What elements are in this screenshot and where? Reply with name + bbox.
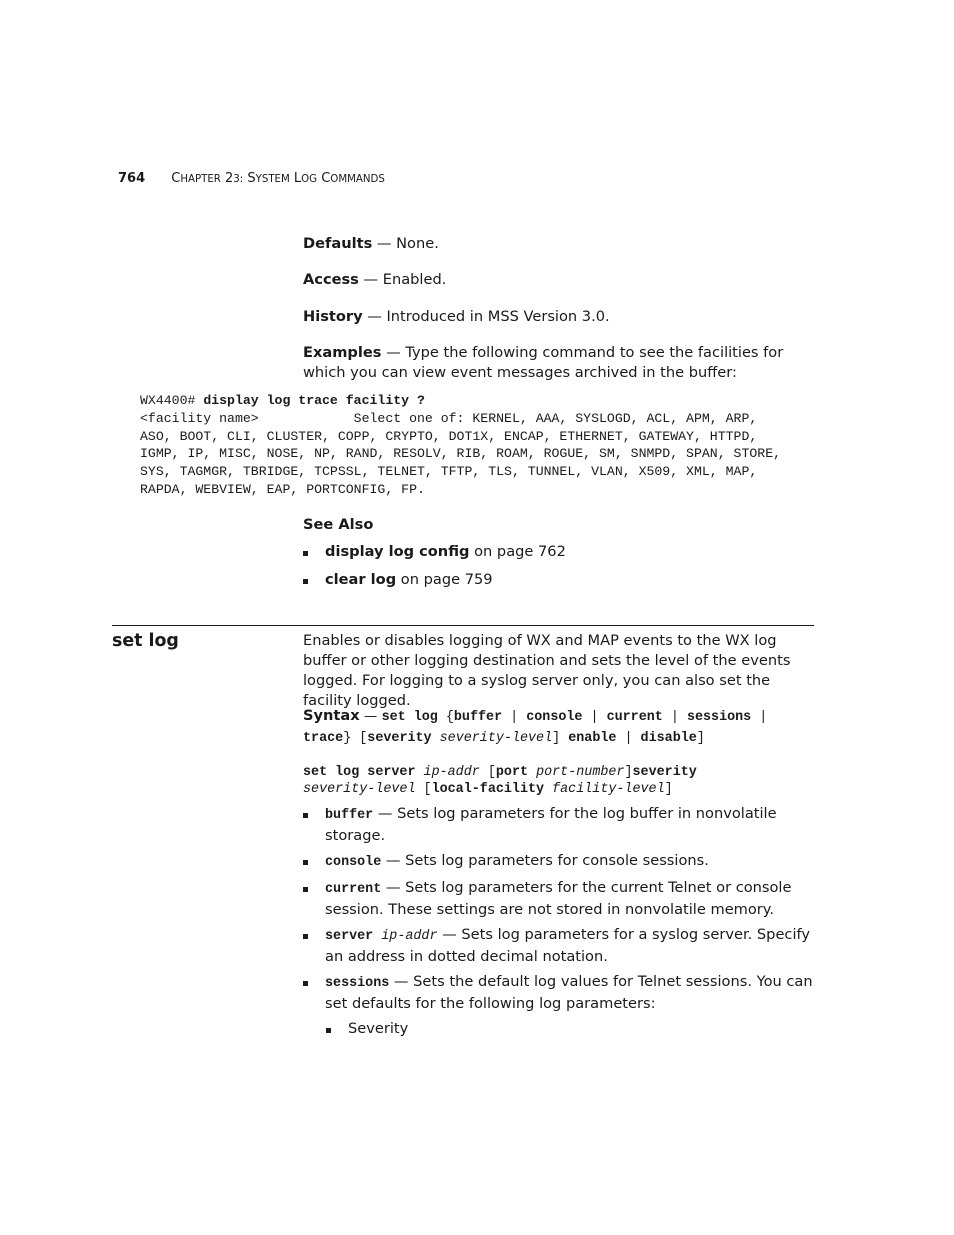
syntax-bracket: ] [696,731,705,746]
syntax-separator: | [751,710,768,725]
syntax-bracket: ] [664,782,673,797]
param-text: — Sets log parameters for the current Telnet or console session. These settings are not stored in nonvolatile memory. [325,879,792,918]
running-header [118,171,385,186]
syntax-keyword: local-facility [431,782,545,797]
bullet-icon [303,813,311,821]
syntax-keyword: port [495,765,529,780]
syntax-argument: facility-level [544,782,665,797]
history-label: History [303,308,363,325]
syntax-keyword: enable [568,731,617,746]
syntax-option: trace [303,731,344,746]
syntax-bracket: [ [479,765,496,780]
syntax-keyword: severity [367,731,432,746]
history-line [303,307,818,327]
sub-item: Severity [348,1020,409,1037]
access-label: Access [303,271,359,288]
history-text: — Introduced in MSS Version 3.0. [362,308,610,325]
see-also-item [325,570,817,590]
param-item [325,972,817,1014]
syntax-option: console [526,710,583,725]
examples-label: Examples [303,344,382,361]
syntax-option: buffer [453,710,503,725]
syntax-keyword: disable [640,731,697,746]
access-line [303,270,818,290]
see-also-link[interactable]: clear log [325,571,397,588]
syntax-separator: | [502,710,527,725]
bullet-icon [303,860,311,868]
code-example [140,392,781,499]
param-text: — Sets log parameters for console sessions. [381,852,709,869]
syntax-brace: { [437,710,454,725]
code-command: display log trace facility ? [203,393,425,408]
syntax-label: Syntax [303,707,360,724]
examples-paragraph [303,343,818,383]
sub-bullet-icon [326,1028,334,1036]
defaults-line [303,234,818,254]
defaults-text: — None. [372,235,439,252]
bullet-icon [303,934,311,942]
examples-text: — Type the following command to see the facilities for which you can view event messages archived in the buffer: [303,344,784,381]
syntax-option: sessions [686,710,752,725]
syntax-dash: — [359,709,382,724]
param-item [325,851,817,873]
bullet-icon [303,887,311,895]
syntax-bracket: ] [624,765,633,780]
see-also-item [325,542,817,562]
syntax-line-2 [303,728,705,749]
syntax-bracket: [ [415,782,432,797]
syntax-keyword: severity [632,765,697,780]
param-keyword: current [325,882,382,897]
syntax-argument: port-number [528,765,625,780]
param-text: — Sets log parameters for a syslog server. Specify an address in dotted decimal notation. [325,926,811,965]
syntax-argument: severity-level [431,731,553,746]
syntax-separator: | [582,710,607,725]
param-keyword: buffer [325,808,374,823]
syntax-argument: severity-level [303,782,416,797]
syntax-separator: | [662,710,687,725]
syntax-cmd: set log server [303,765,416,780]
chapter-title: CHAPTER 23: SYSTEM LOG COMMANDS [171,171,385,186]
syntax-line-4 [303,780,673,798]
see-also-link[interactable]: display log config [325,543,470,560]
page-number: 764 [118,171,146,186]
section-description: Enables or disables logging of WX and MAP events to the WX log buffer or other logging destination and sets the level of the events logged. For logging to a syslog server only, you can also set the facility logged. [303,632,791,709]
section-divider [112,625,814,626]
see-also-page: on page 762 [469,543,566,560]
syntax-brace: } [ [343,731,368,746]
syntax-line-1 [303,706,767,728]
param-text: — Sets the default log values for Telnet sessions. You can set defaults for the following log parameters: [325,973,813,1012]
syntax-option: current [606,710,663,725]
syntax-cmd: set log [381,710,438,725]
param-item [325,925,817,967]
param-keyword: sessions [325,976,390,991]
syntax-separator: | [616,731,641,746]
see-also-heading: See Also [303,516,374,533]
param-item [325,878,817,920]
code-prompt: WX4400# [140,393,204,408]
bullet-icon [303,579,311,587]
bullet-icon [303,981,311,989]
defaults-label: Defaults [303,235,373,252]
param-argument: ip-addr [373,929,438,944]
code-output: <facility name> Select one of: KERNEL, AAA, SYSLOGD, ACL, APM, ARP, ASO, BOOT, CLI, CLUSTER, COPP, CRYPTO, DOT1X, ENCAP, ETHERNET, GATEWAY, HTTPD, IGMP, IP, MISC, NOSE, NP, RAND, RESOLV, RIB, ROAM, ROGUE, SM, SNMPD, SPAN, STORE, SYS, TAGMGR, TBRIDGE, TCPSSL, TELNET, TFTP, TLS, TUNNEL, VLAN, X509, XML, MAP, RAPDA, WEBVIEW, EAP, PORTCONFIG, FP. [140,410,782,497]
syntax-bracket: ] [552,731,569,746]
section-title: set log [112,631,179,651]
syntax-argument: ip-addr [415,765,480,780]
syntax-line-3 [303,763,697,781]
access-text: — Enabled. [358,271,447,288]
param-text: — Sets log parameters for the log buffer in nonvolatile storage. [325,805,777,844]
param-keyword: console [325,855,382,870]
param-keyword: server [325,929,374,944]
param-item [325,804,817,846]
bullet-icon [303,551,311,559]
see-also-page: on page 759 [396,571,493,588]
